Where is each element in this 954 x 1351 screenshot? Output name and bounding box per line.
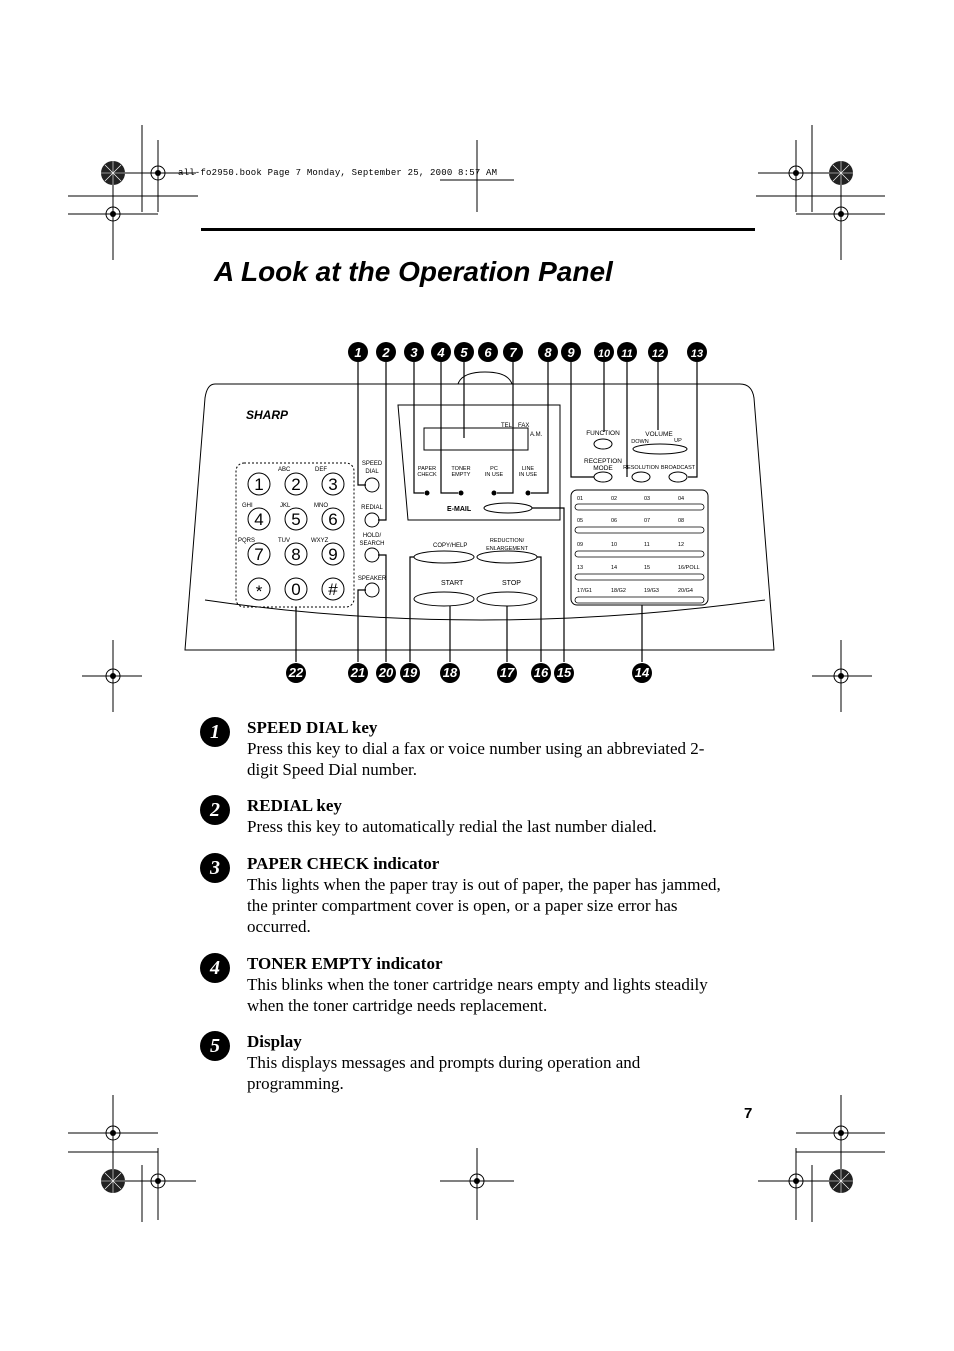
svg-text:7: 7 <box>509 345 517 360</box>
item-2 <box>200 795 760 837</box>
svg-text:SEARCH: SEARCH <box>359 541 385 547</box>
svg-text:5: 5 <box>460 345 468 360</box>
svg-text:SPEED: SPEED <box>361 461 383 467</box>
svg-text:14: 14 <box>611 565 618 571</box>
svg-text:VOLUME: VOLUME <box>645 431 673 438</box>
item-number-badge: 5 <box>200 1031 230 1061</box>
item-line: programming. <box>247 1074 344 1093</box>
svg-text:16/POLL: 16/POLL <box>678 565 700 571</box>
svg-text:ABC: ABC <box>278 467 291 473</box>
item-title: PAPER CHECK indicator <box>247 854 440 873</box>
svg-text:21: 21 <box>350 665 366 680</box>
file-header-line: all-fo2950.book Page 7 Monday, September 25, 2000 8:57 AM <box>178 168 498 178</box>
svg-text:BROADCAST: BROADCAST <box>660 465 696 471</box>
svg-text:TEL: TEL <box>501 423 513 429</box>
key-9: 9 <box>328 545 338 564</box>
svg-text:07: 07 <box>644 518 651 524</box>
svg-text:06: 06 <box>611 518 618 524</box>
svg-text:DIAL: DIAL <box>365 469 379 475</box>
item-3 <box>200 853 760 937</box>
svg-text:PQRS: PQRS <box>238 538 256 544</box>
one-touch-labels <box>577 496 700 594</box>
item-title: REDIAL key <box>247 796 342 815</box>
svg-text:1: 1 <box>354 345 362 360</box>
svg-text:MODE: MODE <box>593 465 613 472</box>
svg-text:4: 4 <box>437 345 445 360</box>
svg-text:A.M.: A.M. <box>530 432 543 438</box>
svg-text:05: 05 <box>577 518 584 524</box>
key-3: 3 <box>328 475 338 494</box>
svg-text:JKL: JKL <box>280 503 291 509</box>
svg-text:12: 12 <box>678 542 685 548</box>
svg-text:10: 10 <box>611 542 618 548</box>
item-line: occurred. <box>247 917 311 936</box>
svg-text:IN USE: IN USE <box>484 472 504 478</box>
svg-text:6: 6 <box>484 345 492 360</box>
svg-text:10: 10 <box>597 348 611 360</box>
svg-text:13: 13 <box>577 565 584 571</box>
svg-text:17: 17 <box>499 665 515 680</box>
svg-text:START: START <box>441 580 464 587</box>
svg-text:PAPER: PAPER <box>417 466 437 472</box>
key-5: 5 <box>291 510 301 529</box>
svg-text:WXYZ: WXYZ <box>311 538 329 544</box>
svg-text:19/G3: 19/G3 <box>644 588 659 594</box>
item-4 <box>200 953 760 1016</box>
svg-text:17/G1: 17/G1 <box>577 588 592 594</box>
item-title: TONER EMPTY indicator <box>247 954 443 973</box>
svg-text:COPY/HELP: COPY/HELP <box>433 543 468 549</box>
item-5 <box>200 1031 760 1094</box>
key-1: 1 <box>254 475 264 494</box>
svg-text:HOLD/: HOLD/ <box>362 533 382 539</box>
item-line: digit Speed Dial number. <box>247 760 417 779</box>
item-number-badge: 4 <box>200 953 230 983</box>
svg-text:IN USE: IN USE <box>518 472 538 478</box>
key-8: 8 <box>291 545 301 564</box>
svg-text:19: 19 <box>402 665 418 680</box>
svg-text:01: 01 <box>577 496 584 502</box>
svg-text:SPEAKER: SPEAKER <box>357 576 387 582</box>
svg-text:EMPTY: EMPTY <box>451 472 471 478</box>
svg-text:11: 11 <box>644 542 650 548</box>
svg-text:22: 22 <box>288 665 304 680</box>
svg-text:RESOLUTION: RESOLUTION <box>623 465 659 471</box>
svg-text:20: 20 <box>378 665 394 680</box>
svg-text:11: 11 <box>621 348 633 360</box>
key-0: 0 <box>291 580 301 599</box>
item-line: This lights when the paper tray is out of paper, the paper has jammed, <box>247 875 721 894</box>
svg-text:09: 09 <box>577 542 584 548</box>
svg-text:8: 8 <box>544 345 552 360</box>
svg-text:REDIAL: REDIAL <box>361 505 383 511</box>
svg-text:STOP: STOP <box>502 580 521 587</box>
svg-text:9: 9 <box>567 345 575 360</box>
svg-text:DEF: DEF <box>315 467 327 473</box>
svg-text:ENLARGEMENT: ENLARGEMENT <box>486 546 528 552</box>
item-number-badge: 1 <box>200 717 230 747</box>
svg-text:04: 04 <box>678 496 685 502</box>
svg-text:TUV: TUV <box>278 538 290 544</box>
svg-text:20/G4: 20/G4 <box>678 588 693 594</box>
key-7: 7 <box>254 545 264 564</box>
svg-text:DOWN: DOWN <box>631 439 649 445</box>
item-number-badge: 3 <box>200 853 230 883</box>
item-line: This blinks when the toner cartridge nears empty and lights steadily <box>247 975 708 994</box>
svg-text:RECEPTION: RECEPTION <box>584 458 622 465</box>
key-2: 2 <box>291 475 301 494</box>
svg-text:08: 08 <box>678 518 685 524</box>
svg-text:FAX: FAX <box>518 423 530 429</box>
svg-text:02: 02 <box>611 496 618 502</box>
svg-text:15: 15 <box>556 665 572 680</box>
svg-text:3: 3 <box>410 345 418 360</box>
key-star: * <box>255 582 263 601</box>
svg-text:03: 03 <box>644 496 651 502</box>
item-1 <box>200 717 760 780</box>
page-number: 7 <box>744 1105 753 1122</box>
svg-text:18: 18 <box>442 665 458 680</box>
svg-text:16: 16 <box>533 665 549 680</box>
svg-text:MNO: MNO <box>314 503 328 509</box>
item-line: This displays messages and prompts during operation and <box>247 1053 641 1072</box>
item-number-badge: 2 <box>200 795 230 825</box>
svg-text:2: 2 <box>382 345 390 360</box>
svg-text:12: 12 <box>651 348 665 360</box>
item-line: when the toner cartridge needs replacement. <box>247 996 548 1015</box>
item-line: Press this key to automatically redial the last number dialed. <box>247 817 657 836</box>
svg-text:GHI: GHI <box>242 503 253 509</box>
svg-text:18/G2: 18/G2 <box>611 588 626 594</box>
svg-text:E-MAIL: E-MAIL <box>447 506 472 513</box>
svg-text:TONER: TONER <box>451 466 471 472</box>
key-hash: # <box>328 580 338 599</box>
svg-text:CHECK: CHECK <box>417 472 437 478</box>
item-title: Display <box>247 1032 302 1051</box>
brand-logo: SHARP <box>246 408 289 422</box>
key-4: 4 <box>254 510 264 529</box>
svg-text:REDUCTION/: REDUCTION/ <box>489 538 525 544</box>
svg-text:13: 13 <box>690 348 704 360</box>
svg-text:PC: PC <box>490 466 498 472</box>
item-line: the printer compartment cover is open, or a paper size error has <box>247 896 678 915</box>
svg-text:14: 14 <box>634 665 650 680</box>
svg-text:UP: UP <box>674 438 682 444</box>
item-line: Press this key to dial a fax or voice number using an abbreviated 2- <box>247 739 705 758</box>
page-title: A Look at the Operation Panel <box>214 256 613 287</box>
svg-text:FUNCTION: FUNCTION <box>586 430 620 437</box>
svg-text:15: 15 <box>644 565 651 571</box>
svg-text:LINE: LINE <box>521 466 535 472</box>
item-title: SPEED DIAL key <box>247 718 378 737</box>
key-6: 6 <box>328 510 338 529</box>
